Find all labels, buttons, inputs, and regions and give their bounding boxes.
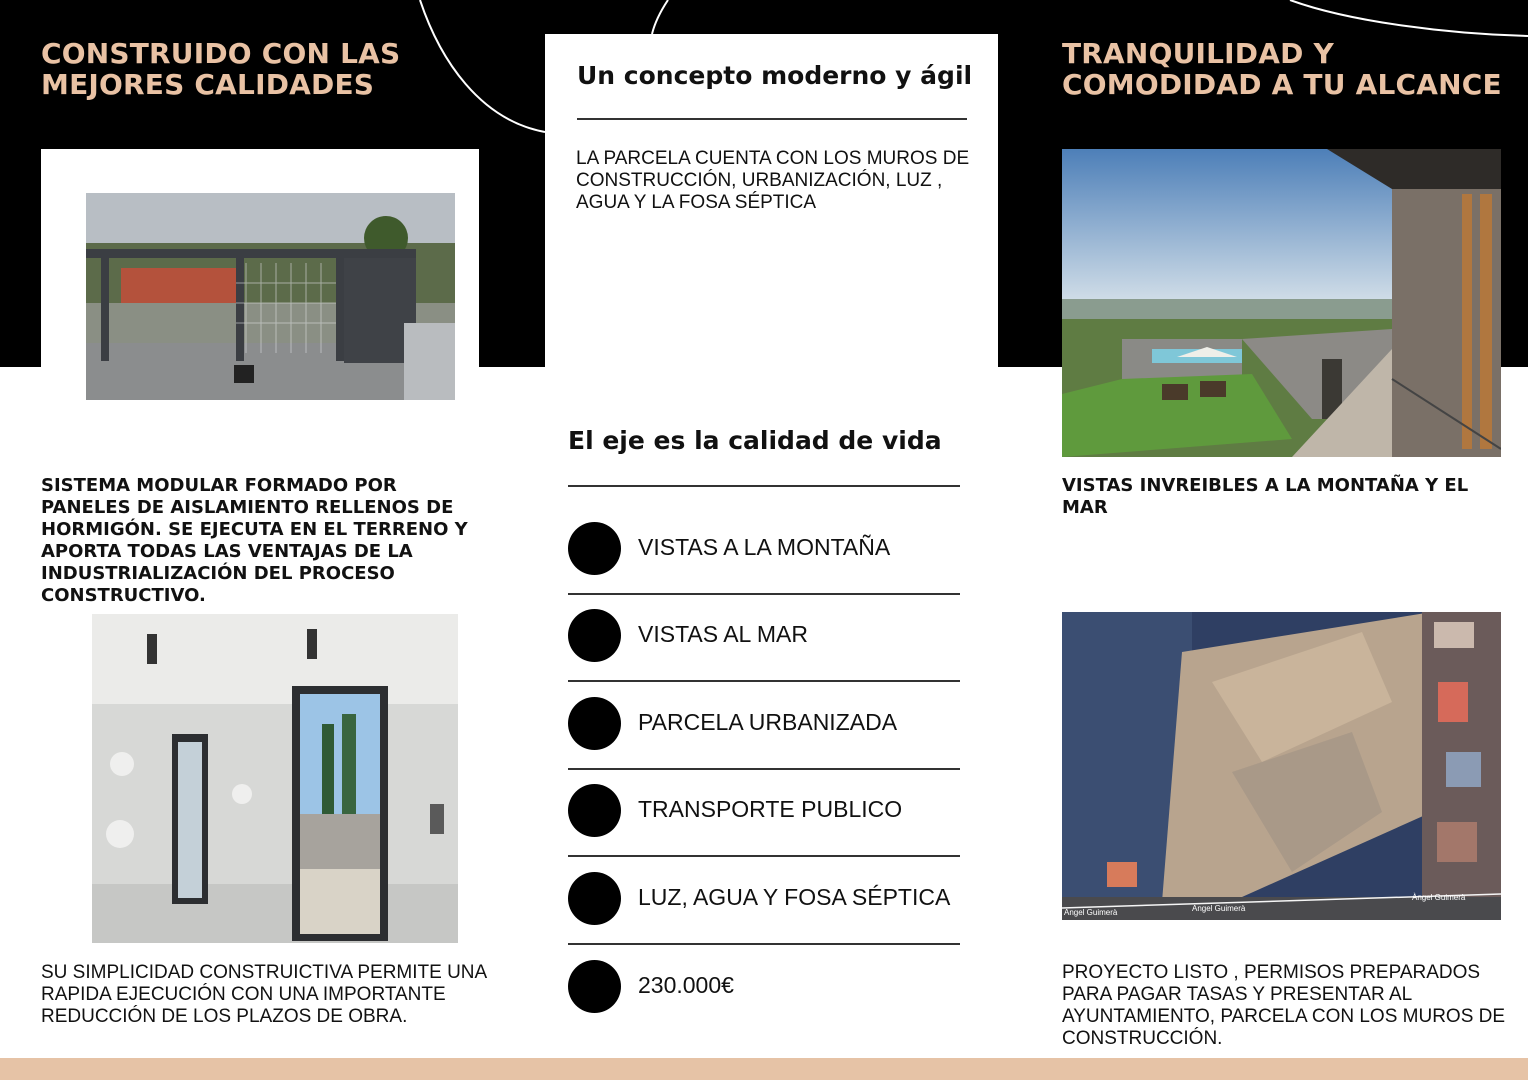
- feature-divider: [568, 768, 960, 770]
- construction-site-photo: [86, 193, 455, 400]
- feature-item: [568, 609, 960, 696]
- feature-divider: [568, 680, 960, 682]
- feature-item: [568, 960, 960, 1047]
- feature-label: TRANSPORTE PUBLICO: [638, 796, 903, 822]
- construction-photo-card: [41, 149, 479, 457]
- concept-rule: [577, 118, 967, 120]
- features-top-rule: [568, 485, 960, 487]
- right-caption: VISTAS INVREIBLES A LA MONTAÑA Y EL MAR: [1062, 475, 1469, 518]
- feature-item: [568, 697, 960, 784]
- interior-photo: [92, 614, 458, 943]
- concept-text: LA PARCELA CUENTA CON LOS MUROS DE CONSTRUCCIÓN, URBANIZACIÓN, LUZ , AGUA Y LA FOSA SÉPTICA: [576, 148, 970, 213]
- feature-label: PARCELA URBANIZADA: [638, 709, 898, 735]
- price-label: 230.000€: [638, 972, 734, 998]
- feature-divider: [568, 855, 960, 857]
- map-street-label: Angel Guimerà: [1064, 908, 1118, 917]
- bullet-dot-icon: [568, 522, 621, 575]
- concept-title: Un concepto moderno y ágil: [577, 61, 973, 90]
- right-footer-text: PROYECTO LISTO , PERMISOS PREPARADOS PARA PAGAR TASAS Y PRESENTAR AL AYUNTAMIENTO, PARCELA CON LOS MUROS DE CONSTRUCCIÓN.: [1062, 962, 1506, 1049]
- bullet-dot-icon: [568, 784, 621, 837]
- feature-item: [568, 522, 960, 609]
- map-street-label: Angel Guimerà: [1192, 904, 1246, 913]
- left-heading: CONSTRUIDO CON LAS MEJORES CALIDADES: [41, 37, 401, 101]
- feature-label: VISTAS A LA MONTAÑA: [638, 534, 891, 560]
- features-title: El eje es la calidad de vida: [568, 426, 942, 455]
- bottom-accent-band: [0, 1058, 1528, 1080]
- feature-divider: [568, 943, 960, 945]
- map-street-label: Àngel Guimerà: [1412, 893, 1466, 902]
- bullet-dot-icon: [568, 960, 621, 1013]
- bullet-dot-icon: [568, 609, 621, 662]
- terrace-render-photo: [1062, 149, 1501, 457]
- bullet-dot-icon: [568, 697, 621, 750]
- feature-label: LUZ, AGUA Y FOSA SÉPTICA: [638, 884, 951, 910]
- concept-card: [545, 34, 998, 368]
- aerial-map-photo: [1062, 612, 1501, 920]
- feature-label: VISTAS AL MAR: [638, 621, 808, 647]
- left-footer-text: SU SIMPLICIDAD CONSTRUICTIVA PERMITE UNA RAPIDA EJECUCIÓN CON UNA IMPORTANTE REDUCCIÓN DE LOS PLAZOS DE OBRA.: [41, 962, 487, 1027]
- feature-divider: [568, 593, 960, 595]
- feature-item: [568, 872, 960, 959]
- left-description: SISTEMA MODULAR FORMADO POR PANELES DE AISLAMIENTO RELLENOS DE HORMIGÓN. SE EJECUTA EN EL TERRENO Y APORTA TODAS LAS VENTAJAS DE LA INDUSTRIALIZACIÓN DEL PROCESO CONSTRUCTIVO.: [41, 475, 468, 606]
- feature-item: [568, 784, 960, 871]
- bullet-dot-icon: [568, 872, 621, 925]
- right-heading: TRANQUILIDAD Y COMODIDAD A TU ALCANCE: [1062, 37, 1502, 101]
